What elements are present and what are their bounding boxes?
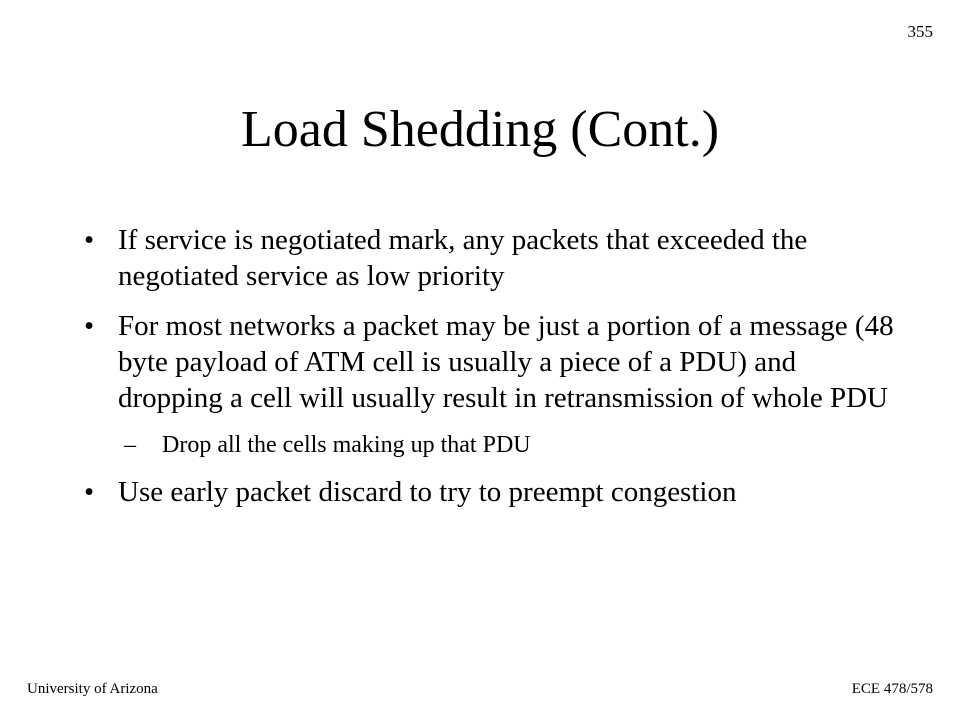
page-number: 355: [907, 22, 933, 41]
slide-title: Load Shedding (Cont.): [240, 101, 720, 158]
bullet-text: If service is negotiated mark, any packets that exceeded the negotiated service as low priority: [118, 224, 808, 292]
sub-bullet-text: Drop all the cells making up that PDU: [162, 432, 531, 458]
bullet-marker: •: [84, 310, 95, 342]
bullet-item: [84, 474, 904, 510]
bullet-item: [84, 222, 904, 294]
footer-course: ECE 478/578: [851, 681, 933, 697]
bullet-list: [84, 222, 904, 510]
bullet-marker: •: [84, 224, 95, 256]
bullet-text: Use early packet discard to try to preempt congestion: [118, 476, 737, 508]
sub-bullet-marker: –: [124, 432, 136, 458]
bullet-marker: •: [84, 476, 95, 508]
footer-institution: University of Arizona: [27, 681, 158, 697]
sub-bullet-item: [118, 430, 904, 460]
sub-bullet-list: [118, 430, 904, 460]
bullet-text: For most networks a packet may be just a portion of a message (48 byte payload of ATM cell is usually a piece of a PDU) and dropping a cell will usually result in retransmission of whole PDU: [118, 310, 894, 414]
bullet-item: [84, 308, 904, 460]
